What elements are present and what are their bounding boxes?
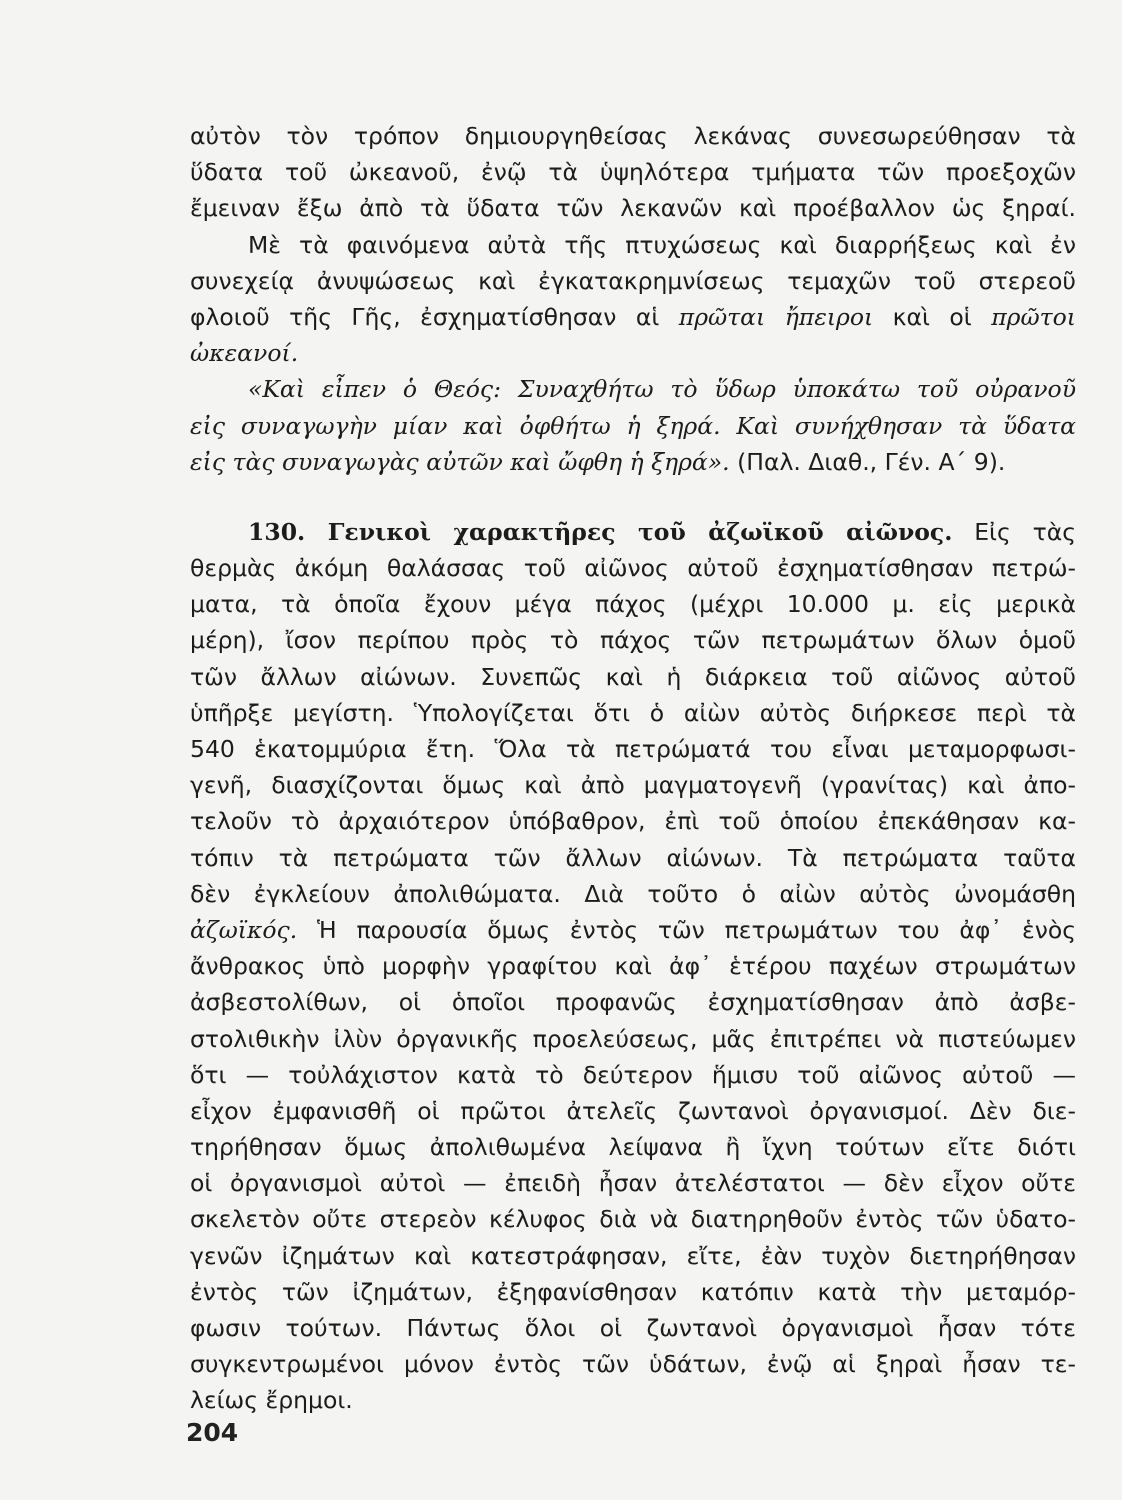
text-line: 540 ἑκατομμύρια ἔτη. Ὅλα τὰ πετρώματά του εἶναι μεταμορφωσι- [190,735,1076,763]
text-line: λείως ἔρημοι. [190,1386,353,1415]
text-line: συνεχείᾳ ἀνυψώσεως καὶ ἐγκατακρημνίσεως τεμαχῶν τοῦ στερεοῦ [190,266,1076,295]
text-line: θερμὰς ἀκόμη θαλάσσας τοῦ αἰῶνος αὐτοῦ ἐσχηματίσθησαν πετρώ- [190,554,1076,583]
text-line: ἄνθρακος ὑπὸ μορφὴν γραφίτου καὶ ἀφ᾽ ἑτέρου παχέων στρωμάτων [190,952,1076,981]
text-line: σκελετὸν οὔτε στερεὸν κέλυφος διὰ νὰ διατηρηθοῦν ἐντὸς τῶν ὑδατο- [190,1205,1076,1234]
text-line: ἀσβεστολίθων, οἱ ὁποῖοι προφανῶς ἐσχηματίσθησαν ἀπὸ ἀσβε- [190,988,1076,1017]
section-heading-line [190,514,1076,550]
text-line: εἶχον ἐμφανισθῆ οἱ πρῶτοι ἀτελεῖς ζωντανοὶ ὀργανισμοί. Δὲν διε- [190,1096,1076,1125]
text-line: γενῶν ἰζημάτων καὶ κατεστράφησαν, εἴτε, ἐὰν τυχὸν διετηρήθησαν [190,1241,1076,1270]
text-line: ὠκεανοί. [190,339,299,368]
text-line: τόπιν τὰ πετρώματα τῶν ἄλλων αἰώνων. Τὰ πετρώματα ταῦτα [190,843,1076,872]
text-run: Ἡ παρουσία ὅμως ἐντὸς τῶν πετρωμάτων του ἀφ᾽ ἑνὸς [297,915,1076,944]
text-line: στολιθικὴν ἰλὺν ὀργανικῆς προελεύσεως, μᾶς ἐπιτρέπει νὰ πιστεύωμεν [190,1024,1076,1053]
section-gap [190,480,1076,514]
quote-reference: (Παλ. Διαθ., Γέν. Α΄ 9). [729,447,1006,476]
text-line: ἐντὸς τῶν ἰζημάτων, ἐξηφανίσθησαν κατόπιν κατὰ τὴν μεταμόρ- [190,1277,1076,1306]
text-line: Μὲ τὰ φαινόμενα αὐτὰ τῆς πτυχώσεως καὶ διαρρήξεως καὶ ἐν [248,230,1076,259]
text-line: τηρήθησαν ὅμως ἀπολιθωμένα λείψανα ἢ ἴχνη τούτων εἴτε διότι [190,1133,1076,1162]
text-line: μέρη), ἴσον περίπου πρὸς τὸ πάχος τῶν πετρωμάτων ὅλων ὁμοῦ [190,626,1076,655]
quote-line [190,444,1076,480]
text-line: ὑπῆρξε μεγίστη. Ὑπολογίζεται ὅτι ὁ αἰὼν αὐτὸς διήρκεσε περὶ τὰ [190,698,1076,727]
text-line: φωσιν τούτων. Πάντως ὅλοι οἱ ζωντανοὶ ὀργανισμοὶ ἦσαν τότε [190,1314,1076,1342]
page-number: 204 [186,1418,239,1447]
text-line: τελοῦν τὸ ἀρχαιότερον ὑπόβαθρον, ἐπὶ τοῦ ὁποίου ἐπεκάθησαν κα- [190,807,1076,836]
text-line: συγκεντρωμένοι μόνον ἐντὸς τῶν ὑδάτων, ἐνῷ αἱ ξηραὶ ἦσαν τε- [190,1350,1076,1379]
body-text [190,118,1076,1419]
text-line: ματα, τὰ ὁποῖα ἔχουν μέγα πάχος (μέχρι 10.000 μ. εἰς μερικὰ [190,590,1076,619]
text-line: ὅτι — τοὐλάχιστον κατὰ τὸ δεύτερον ἥμισυ τοῦ αἰῶνος αὐτοῦ — [190,1060,1076,1089]
italic-term: ἀζωϊκός. [190,915,298,944]
text-line [190,912,1076,948]
text-line: οἱ ὀργανισμοὶ αὐτοὶ — ἐπειδὴ ἦσαν ἀτελέστατοι — δὲν εἶχον οὔτε [190,1169,1076,1198]
text-run: καὶ οἱ [873,302,992,331]
text-run: Εἰς τὰς [952,517,1077,546]
text-line [190,299,1076,335]
text-run: φλοιοῦ τῆς Γῆς, ἐσχηματίσθησαν αἱ [190,302,679,331]
italic-term: πρῶται ἤπειροι [678,302,874,331]
quote-text: εἰς τὰς συναγωγὰς αὐτῶν καὶ ὤφθη ἡ ξηρά». [190,447,730,476]
quote-line: εἰς συναγωγὴν μίαν καὶ ὀφθήτω ἡ ξηρά. Καὶ συνήχθησαν τὰ ὕδατα [190,411,1076,440]
text-line: δὲν ἐγκλείουν ἀπολιθώματα. Διὰ τοῦτο ὁ αἰὼν αὐτὸς ὠνομάσθη [190,879,1076,908]
text-line: γενῆ, διασχίζονται ὅμως καὶ ἀπὸ μαγματογενῆ (γρανίτας) καὶ ἀπο- [190,771,1076,800]
section-heading: 130. Γενικοὶ χαρακτῆρες τοῦ ἀζωϊκοῦ αἰῶνος. [248,517,953,546]
quote-line: «Καὶ εἶπεν ὁ Θεός: Συναχθήτω τὸ ὕδωρ ὑποκάτω τοῦ οὐρανοῦ [248,375,1076,404]
text-line: ἔμειναν ἔξω ἀπὸ τὰ ὕδατα τῶν λεκανῶν καὶ προέβαλλον ὡς ξηραί. [190,194,1076,223]
text-line: τῶν ἄλλων αἰώνων. Συνεπῶς καὶ ἡ διάρκεια τοῦ αἰῶνος αὐτοῦ [190,662,1076,691]
text-line: αὐτὸν τὸν τρόπον δημιουργηθείσας λεκάνας συνεσωρεύθησαν τὰ [190,122,1076,150]
italic-term: πρῶτοι [991,302,1076,331]
text-line: ὕδατα τοῦ ὠκεανοῦ, ἐνῷ τὰ ὑψηλότερα τμήματα τῶν προεξοχῶν [190,158,1076,187]
